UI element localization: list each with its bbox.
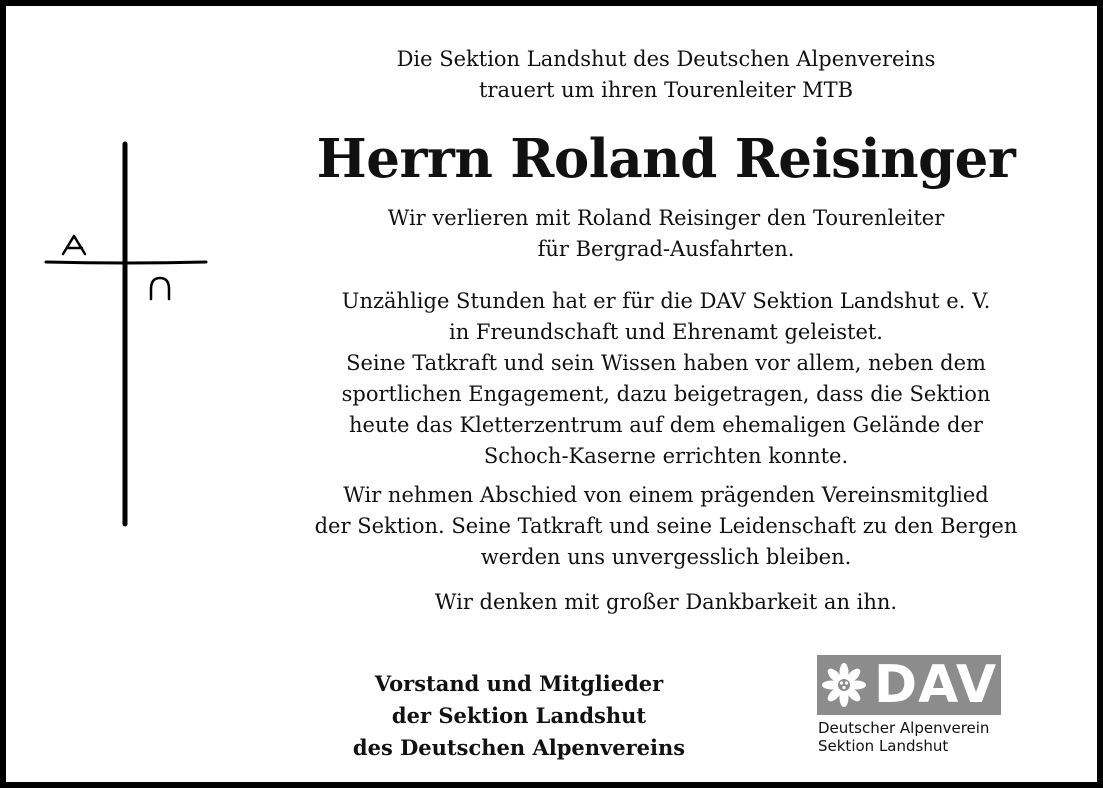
signature-line: der Sektion Landshut (391, 703, 647, 728)
paragraph-line: Schoch-Kaserne errichten konnte. (483, 444, 849, 468)
paragraph-line: in Freundschaft und Ehrenamt geleistet. (449, 320, 883, 344)
dav-logo-text: DAV (874, 655, 998, 715)
paragraph-line: werden uns unvergesslich bleiben. (480, 545, 852, 569)
paragraph-3 (266, 480, 1066, 573)
alpha-glyph (63, 236, 85, 254)
deceased-name: Herrn Roland Reisinger (316, 128, 1016, 190)
paragraph-line: Wir denken mit großer Dankbarkeit an ihn. (434, 590, 898, 614)
signature-line: Vorstand und Mitglieder (374, 671, 664, 696)
dav-logo-subtitle-line: Deutscher Alpenverein (818, 719, 990, 737)
paragraph-1 (266, 203, 1066, 265)
intro-line: trauert um ihren Tourenleiter MTB (478, 78, 854, 102)
signature-block (326, 668, 712, 764)
dav-logo (817, 655, 1007, 765)
signature-line: des Deutschen Alpenvereins (352, 735, 686, 760)
paragraph-4 (266, 587, 1066, 618)
paragraph-line: sportlichen Engagement, dazu beigetragen, dass die Sektion (341, 382, 991, 406)
dav-logo-subtitle-line: Sektion Landshut (818, 737, 949, 755)
dav-logo-box (817, 655, 1001, 715)
paragraph-2 (266, 286, 1066, 472)
paragraph-line: für Bergrad-Ausfahrten. (537, 237, 795, 261)
omega-glyph (151, 278, 169, 299)
intro-line: Die Sektion Landshut des Deutschen Alpenvereins (396, 47, 936, 71)
cross-alpha-omega-icon (36, 136, 226, 536)
paragraph-line: Wir verlieren mit Roland Reisinger den Tourenleiter (387, 206, 945, 230)
paragraph-line: Unzählige Stunden hat er für die DAV Sektion Landshut e. V. (341, 289, 991, 313)
paragraph-line: heute das Kletterzentrum auf dem ehemaligen Gelände der (349, 413, 983, 437)
dav-logo-subtitle (818, 719, 1018, 755)
paragraph-line: Wir nehmen Abschied von einem prägenden Vereinsmitglied (343, 483, 989, 507)
intro-text (266, 44, 1066, 106)
paragraph-line: der Sektion. Seine Tatkraft und seine Leidenschaft zu den Bergen (314, 514, 1018, 538)
edelweiss-icon (817, 655, 873, 715)
paragraph-line: Seine Tatkraft und sein Wissen haben vor allem, neben dem (346, 351, 986, 375)
